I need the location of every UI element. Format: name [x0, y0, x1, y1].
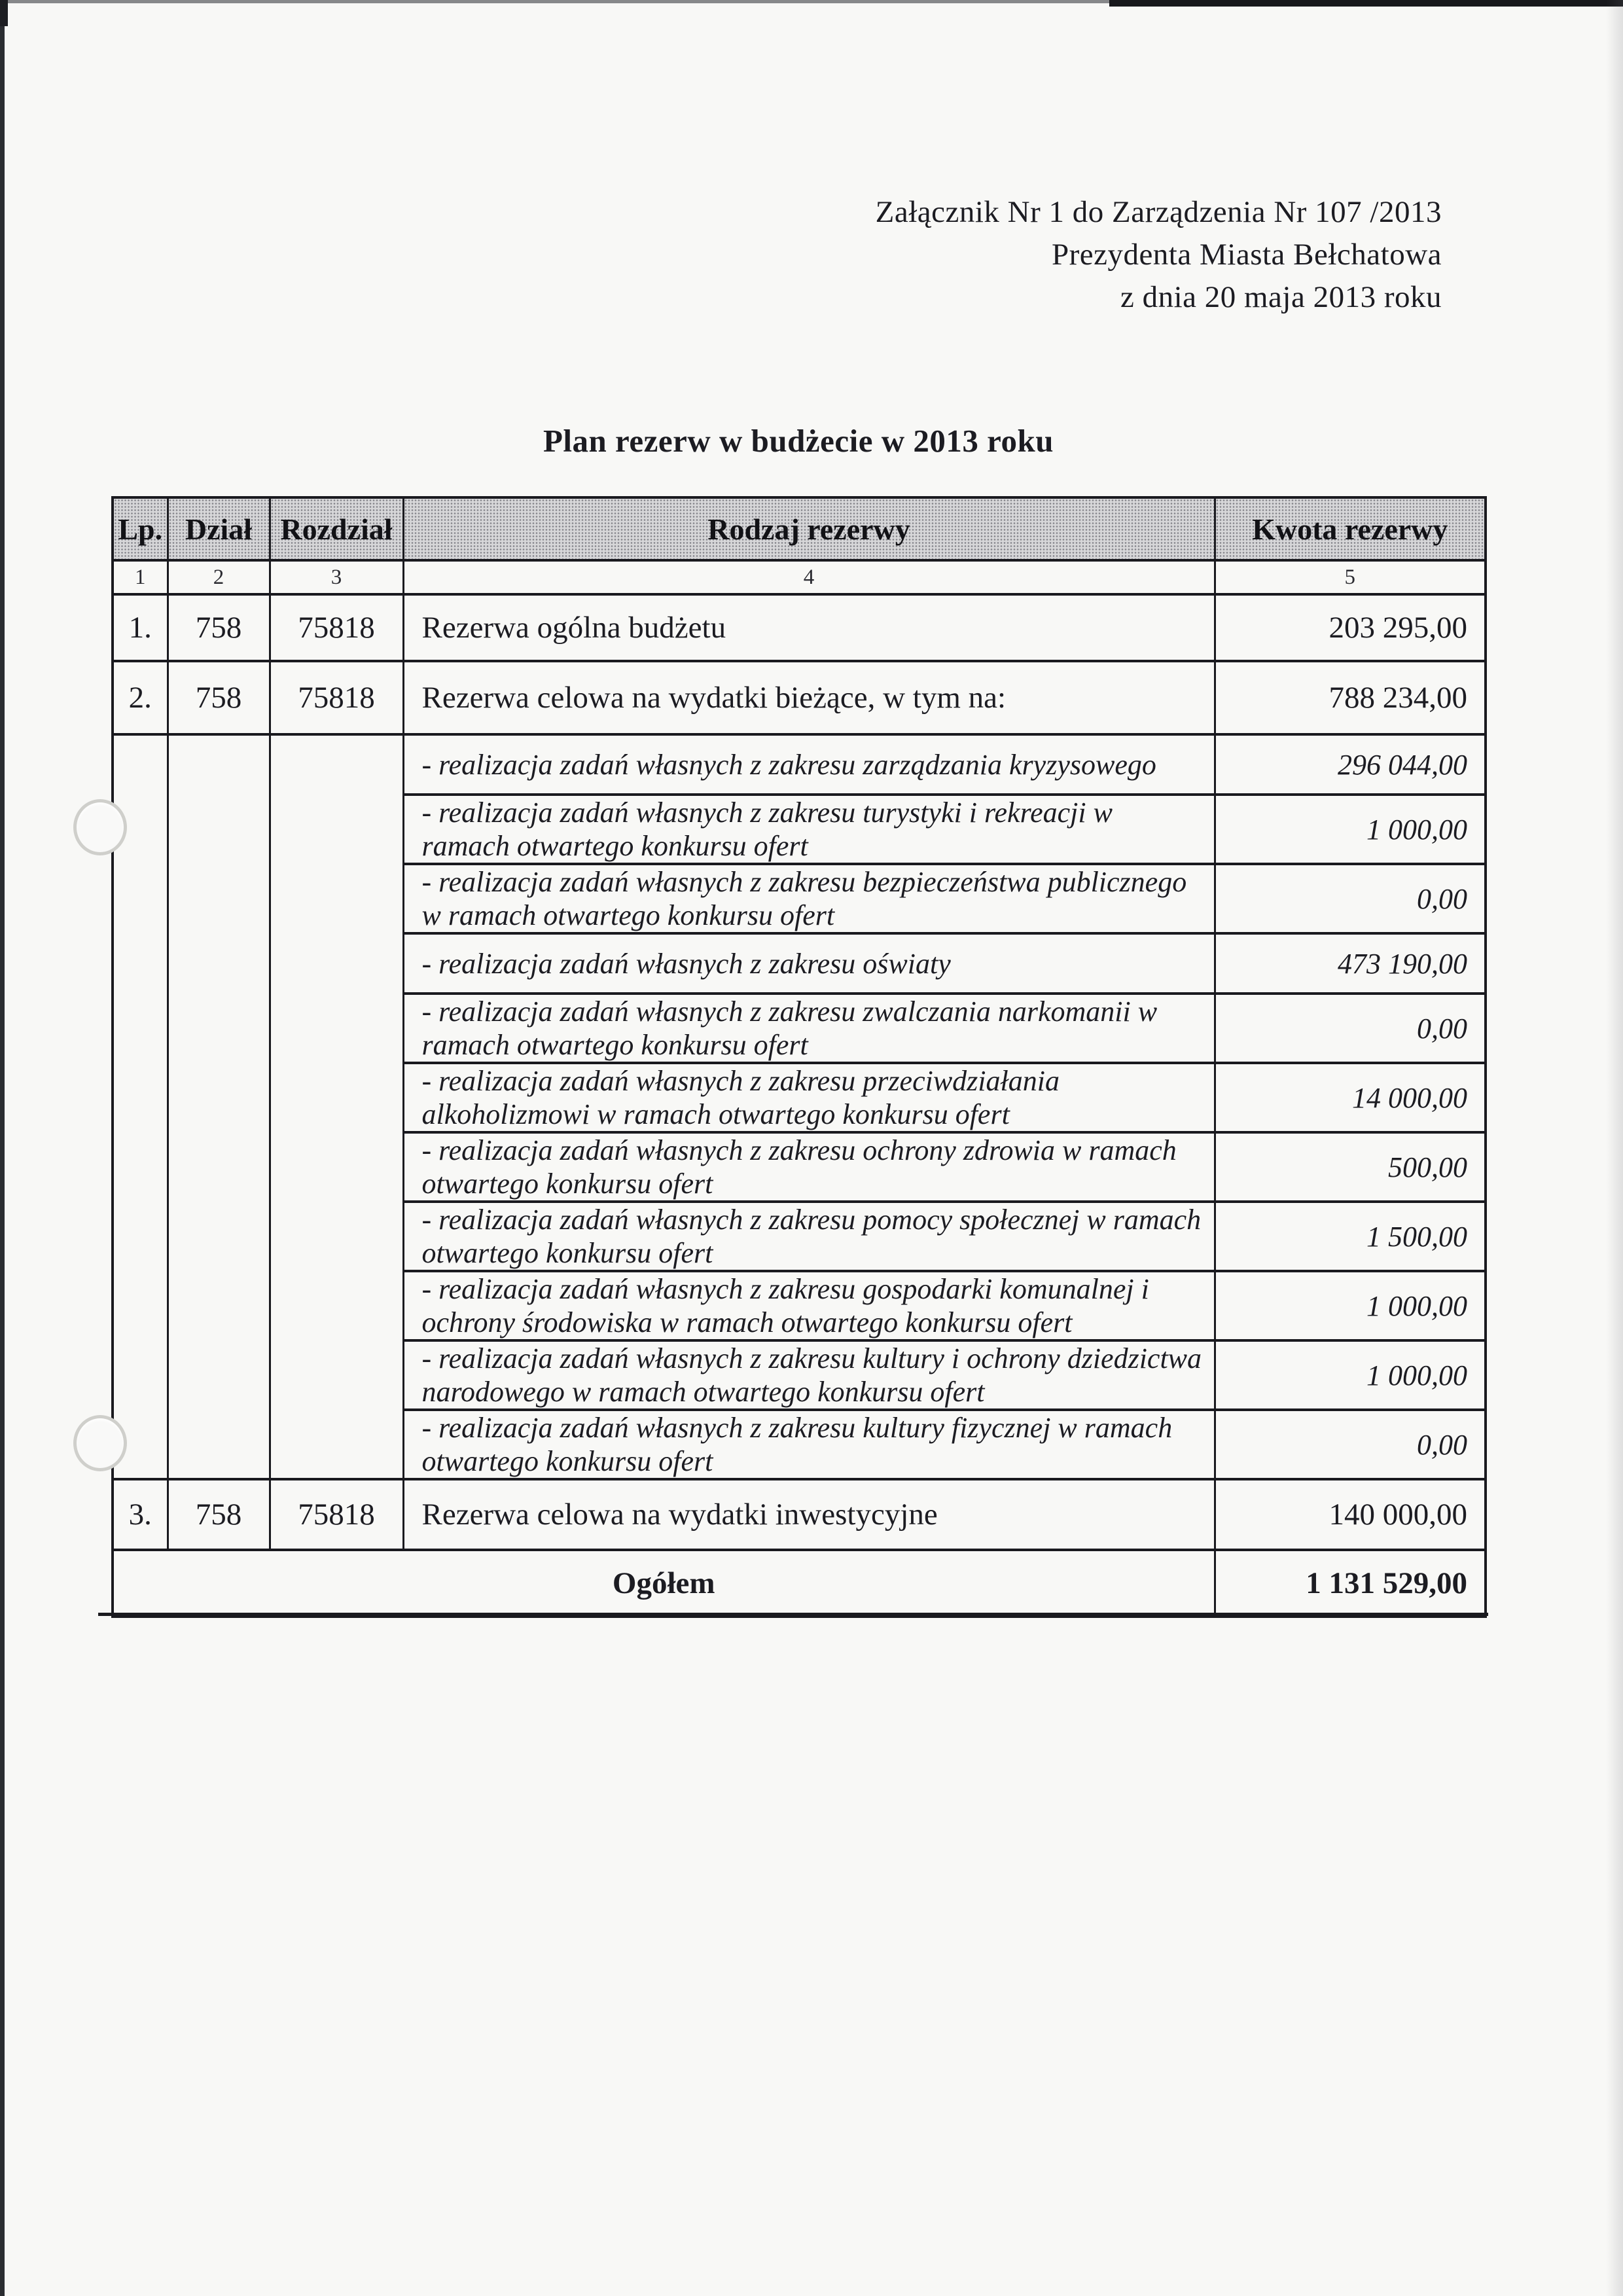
column-number-3: 3	[270, 560, 403, 594]
reserves-table	[111, 496, 1487, 1618]
cell-lp: 2.	[113, 661, 168, 734]
sub-cell-kwota: 296 044,00	[1215, 734, 1486, 795]
scan-corner-notch	[0, 0, 8, 26]
total-row	[113, 1550, 1486, 1617]
document-title: Plan rezerw w budżecie w 2013 roku	[543, 423, 1054, 459]
sub-cell-rodzaj: - realizacja zadań własnych z zakresu zwalczania narkomanii w ramach otwartego konkursu ofert	[403, 994, 1215, 1063]
sub-cell-kwota: 0,00	[1215, 864, 1486, 933]
table-header-row	[113, 497, 1486, 560]
cell-rodzaj: Rezerwa ogólna budżetu	[403, 594, 1215, 661]
cell-lp: 3.	[113, 1479, 168, 1550]
sub-cell-kwota: 1 000,00	[1215, 1340, 1486, 1410]
punch-hole-mark	[73, 799, 127, 855]
attachment-line-1: Załącznik Nr 1 do Zarządzenia Nr 107 /2013	[875, 195, 1442, 229]
empty-rozdzial-cell	[270, 734, 403, 1479]
sub-cell-kwota: 1 000,00	[1215, 795, 1486, 864]
attachment-reference	[876, 191, 1442, 319]
table-row	[113, 661, 1486, 734]
cell-rozdzial: 75818	[270, 1479, 403, 1550]
column-number-4: 4	[403, 560, 1215, 594]
column-number-1: 1	[113, 560, 168, 594]
cell-rodzaj: Rezerwa celowa na wydatki inwestycyjne	[403, 1479, 1215, 1550]
sub-cell-kwota: 500,00	[1215, 1132, 1486, 1202]
cell-rozdzial: 75818	[270, 661, 403, 734]
column-number-5: 5	[1215, 560, 1486, 594]
col-header-rodzaj: Rodzaj rezerwy	[403, 497, 1215, 560]
sub-cell-kwota: 0,00	[1215, 994, 1486, 1063]
sub-cell-rodzaj: - realizacja zadań własnych z zakresu przeciwdziałania alkoholizmowi w ramach otwartego konkursu ofert	[403, 1063, 1215, 1132]
sub-cell-rodzaj: - realizacja zadań własnych z zakresu oświaty	[403, 933, 1215, 994]
sub-cell-rodzaj: - realizacja zadań własnych z zakresu bezpieczeństwa publicznego w ramach otwartego konkursu ofert	[403, 864, 1215, 933]
attachment-line-3: z dnia 20 maja 2013 roku	[1120, 280, 1442, 314]
empty-lp-cell	[113, 734, 168, 1479]
col-header-rozdzial: Rozdział	[270, 497, 403, 560]
sub-cell-rodzaj: - realizacja zadań własnych z zakresu kultury fizycznej w ramach otwartego konkursu ofert	[403, 1410, 1215, 1479]
punch-hole-mark	[73, 1415, 127, 1471]
cell-rozdzial: 75818	[270, 594, 403, 661]
sub-cell-kwota: 0,00	[1215, 1410, 1486, 1479]
sub-cell-rodzaj: - realizacja zadań własnych z zakresu pomocy społecznej w ramach otwartego konkursu ofert	[403, 1202, 1215, 1271]
sub-cell-rodzaj: - realizacja zadań własnych z zakresu turystyki i rekreacji w ramach otwartego konkursu ofert	[403, 795, 1215, 864]
col-header-kwota: Kwota rezerwy	[1215, 497, 1486, 560]
attachment-line-2: Prezydenta Miasta Bełchatowa	[1051, 238, 1442, 272]
sub-cell-kwota: 1 000,00	[1215, 1271, 1486, 1340]
sub-cell-kwota: 1 500,00	[1215, 1202, 1486, 1271]
sub-cell-rodzaj: - realizacja zadań własnych z zakresu gospodarki komunalnej i ochrony środowiska w ramach otwartego konkursu ofert	[403, 1271, 1215, 1340]
sub-cell-rodzaj: - realizacja zadań własnych z zakresu kultury i ochrony dziedzictwa narodowego w ramach otwartego konkursu ofert	[403, 1340, 1215, 1410]
table-row	[113, 1479, 1486, 1550]
cell-dzial: 758	[168, 1479, 270, 1550]
cell-lp: 1.	[113, 594, 168, 661]
scan-edge-right-shadow	[1606, 0, 1623, 2296]
col-header-dzial: Dział	[168, 497, 270, 560]
total-label: Ogółem	[113, 1550, 1215, 1617]
column-number-2: 2	[168, 560, 270, 594]
empty-dzial-cell	[168, 734, 270, 1479]
cell-dzial: 758	[168, 661, 270, 734]
total-amount: 1 131 529,00	[1215, 1550, 1486, 1617]
cell-kwota: 140 000,00	[1215, 1479, 1486, 1550]
sub-cell-rodzaj: - realizacja zadań własnych z zakresu ochrony zdrowia w ramach otwartego konkursu ofert	[403, 1132, 1215, 1202]
cell-rodzaj: Rezerwa celowa na wydatki bieżące, w tym na:	[403, 661, 1215, 734]
cell-kwota: 788 234,00	[1215, 661, 1486, 734]
sub-reserve-row	[113, 734, 1486, 795]
sub-cell-kwota: 14 000,00	[1215, 1063, 1486, 1132]
col-header-lp: Lp.	[113, 497, 168, 560]
sub-cell-rodzaj: - realizacja zadań własnych z zakresu zarządzania kryzysowego	[403, 734, 1215, 795]
cell-kwota: 203 295,00	[1215, 594, 1486, 661]
scan-edge-top-right	[1109, 0, 1623, 7]
column-number-row	[113, 560, 1486, 594]
scan-edge-left	[0, 0, 5, 2296]
sub-cell-kwota: 473 190,00	[1215, 933, 1486, 994]
table-row	[113, 594, 1486, 661]
cell-dzial: 758	[168, 594, 270, 661]
